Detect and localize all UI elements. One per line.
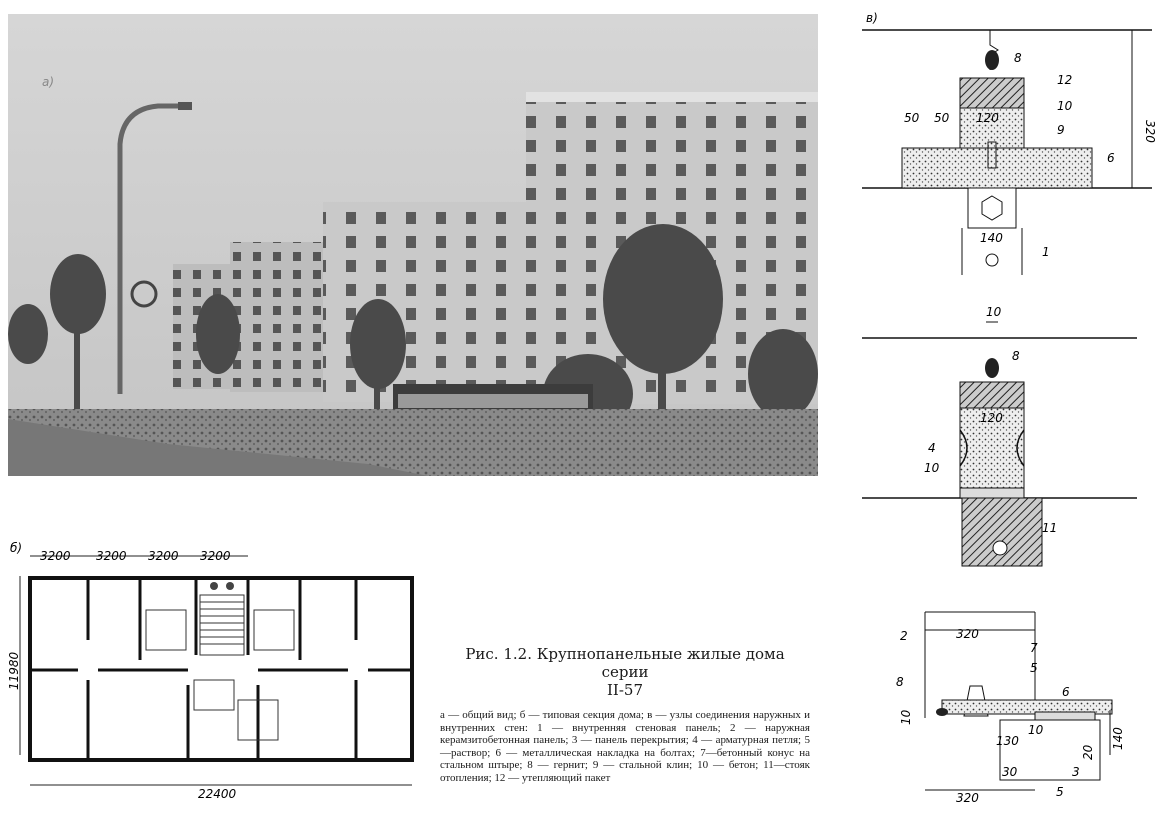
- joint-detail-top: [852, 10, 1170, 290]
- photo-label: а): [42, 75, 55, 89]
- callout-bot-10: 10: [1028, 723, 1044, 737]
- plan-dim-top-3: 3200: [148, 549, 179, 563]
- callout-1: 1: [1042, 245, 1050, 259]
- callout-bot-8: 8: [896, 675, 904, 689]
- callout-bot-5a: 5: [1030, 661, 1038, 675]
- callout-bot-5b: 5: [1056, 785, 1064, 799]
- joint-detail-bottom: [870, 600, 1170, 828]
- callout-8: 8: [1014, 51, 1022, 65]
- housing-photo: [8, 14, 818, 476]
- callout-6: 6: [1107, 151, 1115, 165]
- detail-v-dim-320: 320: [1143, 120, 1157, 143]
- detail-bot-dim-320-bottom: 320: [956, 791, 979, 805]
- detail-v-label: в): [866, 11, 878, 25]
- caption-title-line2: II-57: [606, 681, 643, 699]
- detail-bot-dim-130: 130: [996, 734, 1019, 748]
- detail-bot-dim-10: 10: [899, 709, 913, 725]
- callout-bot-2: 2: [900, 629, 908, 643]
- floor-plan: [8, 540, 428, 820]
- plan-label: б): [10, 541, 23, 555]
- detail-mid-dim-10: 10: [986, 305, 1002, 319]
- plan-dim-top-1: 3200: [40, 549, 71, 563]
- caption-legend: а — общий вид; б — типовая секция дома; в — узлы соединения наружных и внутренних стен: 1 — внутренняя стеновая панель; 2 — наружная керамзитобетонная панель; 3 — панель перекрытия; 4 — арматурная петля; 5—раствор; 6 — металлическая накладка на болтах; 7—бетонный конус на стальном штыре; 8 — гернит; 9 — стальной клин; 10 — бетон; 11—стояк отопления; 12 — утепляющий пакет: [440, 709, 810, 784]
- plan-dim-side: 11980: [8, 651, 21, 690]
- callout-12: 12: [1057, 73, 1073, 87]
- callout-bot-3: 3: [1072, 765, 1080, 779]
- caption-title: [440, 645, 810, 699]
- callout-9: 9: [1057, 123, 1065, 137]
- detail-v-dim-120: 120: [976, 111, 999, 125]
- callout-mid-11: 11: [1042, 521, 1058, 535]
- detail-bot-dim-140: 140: [1111, 727, 1125, 750]
- callout-bot-6: 6: [1062, 685, 1070, 699]
- joint-detail-middle: [852, 300, 1170, 580]
- detail-v-dim-50a: 50: [904, 111, 920, 125]
- detail-v-dim-50b: 50: [934, 111, 950, 125]
- detail-v-dim-140: 140: [980, 231, 1003, 245]
- callout-bot-7: 7: [1030, 641, 1038, 655]
- detail-bot-dim-20: 20: [1081, 744, 1095, 760]
- caption-title-line1: Рис. 1.2. Крупнопанельные жилые дома серии: [465, 645, 785, 681]
- plan-dim-bottom: 22400: [198, 787, 237, 801]
- figure-caption: [440, 645, 810, 784]
- building-left: [230, 242, 325, 392]
- callout-mid-4: 4: [928, 441, 936, 455]
- callout-mid-8: 8: [1012, 349, 1020, 363]
- callout-mid-10: 10: [924, 461, 940, 475]
- detail-mid-dim-120: 120: [980, 411, 1003, 425]
- building-middle: [323, 202, 528, 402]
- detail-bot-dim-30: 30: [1002, 765, 1018, 779]
- plan-dim-top-4: 3200: [200, 549, 231, 563]
- plan-dim-top-2: 3200: [96, 549, 127, 563]
- detail-bot-dim-320-top: 320: [956, 627, 979, 641]
- callout-10: 10: [1057, 99, 1073, 113]
